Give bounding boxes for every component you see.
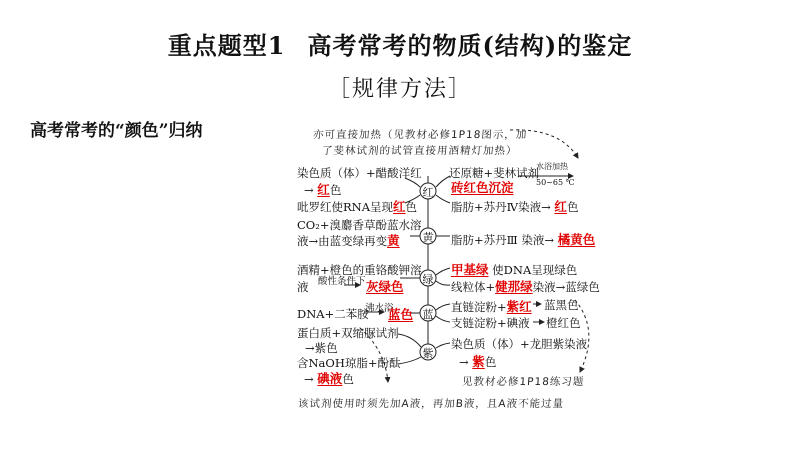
right-green-2: 线粒体+健那绿染液→蓝绿色 bbox=[451, 279, 600, 294]
right-red-1a: 还原糖+斐林试剂 bbox=[449, 166, 540, 180]
left-purple-answer: 碘液 bbox=[317, 371, 343, 386]
page-subtitle: ［规律方法］ bbox=[327, 77, 472, 102]
right-blue-2a: 支链淀粉+碘液 bbox=[451, 316, 530, 330]
left-red-1-line: → 红色 bbox=[304, 182, 342, 197]
section-heading: 高考常考的“颜色”归纳 bbox=[30, 121, 203, 141]
right-red-answer: 砖红色沉淀 bbox=[451, 180, 514, 195]
left-purple-1b: →紫色 bbox=[305, 341, 338, 355]
left-purple-2a: 含NaOH琼脂+酚酞 bbox=[297, 356, 401, 370]
node-blue: 蓝 bbox=[422, 308, 434, 321]
left-purple-1a: 蛋白质+双缩脲试剂 bbox=[297, 326, 399, 340]
right-yellow-1: 脂肪+苏丹Ⅲ 染液→ 橘黄色 bbox=[451, 232, 596, 247]
right-red-2-answer: 红 bbox=[554, 199, 567, 214]
node-yellow: 黄 bbox=[422, 231, 434, 244]
left-green-1a: 酒精+橙色的重铬酸钾溶 bbox=[297, 263, 422, 277]
right-green-1: 甲基绿 使DNA呈现绿色 bbox=[451, 262, 578, 277]
left-green-1b: 液 bbox=[297, 280, 309, 294]
node-green: 绿 bbox=[422, 273, 434, 286]
title-part2: 高考常考的物质(结构)的鉴定 bbox=[307, 31, 633, 60]
right-purple-1b: → 紫色 bbox=[459, 354, 497, 369]
node-purple: 紫 bbox=[422, 347, 434, 360]
right-blue-1: 直链淀粉+紫红 bbox=[451, 299, 532, 314]
left-purple-2b: → 碘液色 bbox=[304, 371, 354, 386]
right-red-cond-top: 水浴加热 bbox=[536, 162, 568, 171]
left-green-condition: 酸性条件下 bbox=[318, 276, 366, 287]
right-red-2: 脂肪+苏丹Ⅳ染液→ 红色 bbox=[451, 199, 579, 214]
note-bottom: 该试剂使用时须先加A液，再加B液，且A液不能过量 bbox=[297, 398, 565, 410]
note-top-line2: 了斐林试剂的试管直接用酒精灯加热） bbox=[321, 145, 518, 157]
right-green-2-answer: 健那绿 bbox=[495, 279, 533, 294]
left-red-1-answer: 红 bbox=[317, 182, 330, 197]
left-green-answer: 灰绿色 bbox=[366, 279, 404, 294]
note-top-line1: 亦可直接加热（见教材必修1P18图示，加 bbox=[312, 129, 528, 141]
left-blue-1: DNA+二苯胺 bbox=[297, 307, 369, 321]
right-blue-answer: 紫红 bbox=[506, 299, 532, 314]
right-blue-1b: 蓝黑色 bbox=[544, 298, 579, 312]
right-green-1-answer: 甲基绿 bbox=[451, 262, 489, 277]
title-part1: 重点题型1 bbox=[167, 31, 286, 60]
left-red-1a: 染色质（体）+醋酸洋红 bbox=[297, 166, 422, 180]
right-blue-2b: 橙红色 bbox=[546, 316, 581, 330]
right-purple-answer: 紫 bbox=[472, 354, 485, 369]
left-red-2-answer: 红 bbox=[393, 199, 406, 214]
left-blue-condition: 沸水浴 bbox=[365, 303, 394, 314]
left-red-2: 吡罗红使RNA呈现红色 bbox=[297, 199, 418, 214]
right-yellow-answer: 橘黄色 bbox=[557, 232, 596, 247]
note-right: 见教材必修1P18练习题 bbox=[461, 376, 585, 388]
node-red: 红 bbox=[422, 186, 434, 199]
left-blue-answer: 蓝色 bbox=[388, 307, 414, 322]
left-yellow-answer: 黄 bbox=[387, 233, 400, 248]
left-yellow-1a: CO₂+溴麝香草酚蓝水溶 bbox=[297, 218, 422, 232]
right-red-cond-bot: 50~65 ℃ bbox=[536, 178, 575, 187]
right-purple-1a: 染色质（体）+龙胆紫染液 bbox=[451, 337, 588, 351]
left-yellow-1b: 液→由蓝变绿再变黄 bbox=[297, 233, 400, 248]
